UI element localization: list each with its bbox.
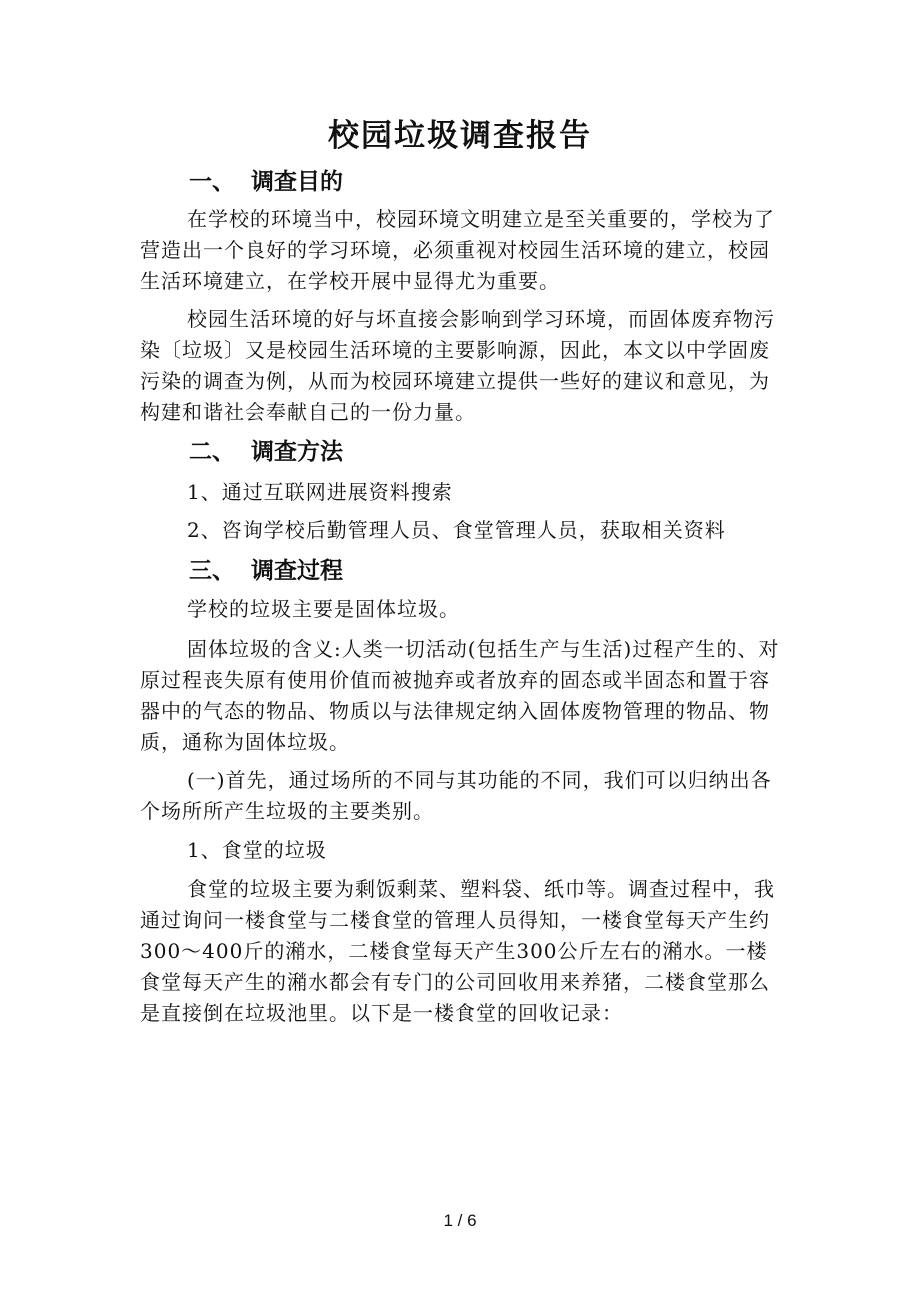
document-title: 校园垃圾调查报告 (328, 118, 592, 154)
paragraph-canteen: 食堂的垃圾主要为剩饭剩菜、塑料袋、纸巾等。调查过程中，我通过询问一楼食堂与二楼食堂的管理人员得知，一楼食堂每天产生约300～400斤的潲水，二楼食堂每天产生300公斤左右的潲水。一楼食堂每天产生的潲水都会有专门的公司回收用来养猪，二楼食堂那么是直接倒在垃圾池里。以下是一楼食堂的回收记录： (140, 877, 775, 1025)
section-title: 调查目的 (251, 168, 343, 195)
section-title: 调查方法 (251, 438, 343, 465)
paragraph-purpose-2: 校园生活环境的好与坏直接会影响到学习环境，而固体废弃物污染〔垃圾〕又是校园生活环境的主要影响源，因此，本文以中学固废污染的调查为例，从而为校园环境建立提供一些好的建议和意见，为构建和谐社会奉献自己的一份力量。 (140, 307, 775, 424)
paragraph-purpose-1: 在学校的环境当中，校园环境文明建立是至关重要的，学校为了营造出一个良好的学习环境，必须重视对校园生活环境的建立，校园生活环境建立，在学校开展中显得尤为重要。 (140, 207, 775, 293)
paragraph-first: (一)首先，通过场所的不同与其功能的不同，我们可以归纳出各个场所所产生垃圾的主要类别。 (140, 768, 772, 823)
subsection-title-canteen: 1、食堂的垃圾 (187, 838, 327, 862)
page-number: 1 / 6 (443, 1211, 477, 1230)
method-item-1: 1、通过互联网进展资料搜索 (187, 480, 453, 504)
method-item-2: 2、咨询学校后勤管理人员、食堂管理人员，获取相关资料 (187, 518, 726, 542)
section-number: 三、 (189, 557, 235, 584)
section-number: 一、 (189, 168, 235, 195)
section-heading-process (189, 554, 343, 588)
section-title: 调查过程 (251, 557, 343, 584)
section-heading-method (189, 435, 343, 469)
process-intro: 学校的垃圾主要是固体垃圾。 (187, 597, 460, 621)
section-number: 二、 (189, 438, 235, 465)
section-heading-purpose (189, 165, 343, 199)
paragraph-definition: 固体垃圾的含义:人类一切活动(包括生产与生活)过程产生的、对原过程丧失原有使用价值而被抛弃或者放弃的固态或半固态和置于容器中的气态的物品、物质以与法律规定纳入固体废物管理的物品、物质，通称为固体垃圾。 (140, 637, 780, 754)
